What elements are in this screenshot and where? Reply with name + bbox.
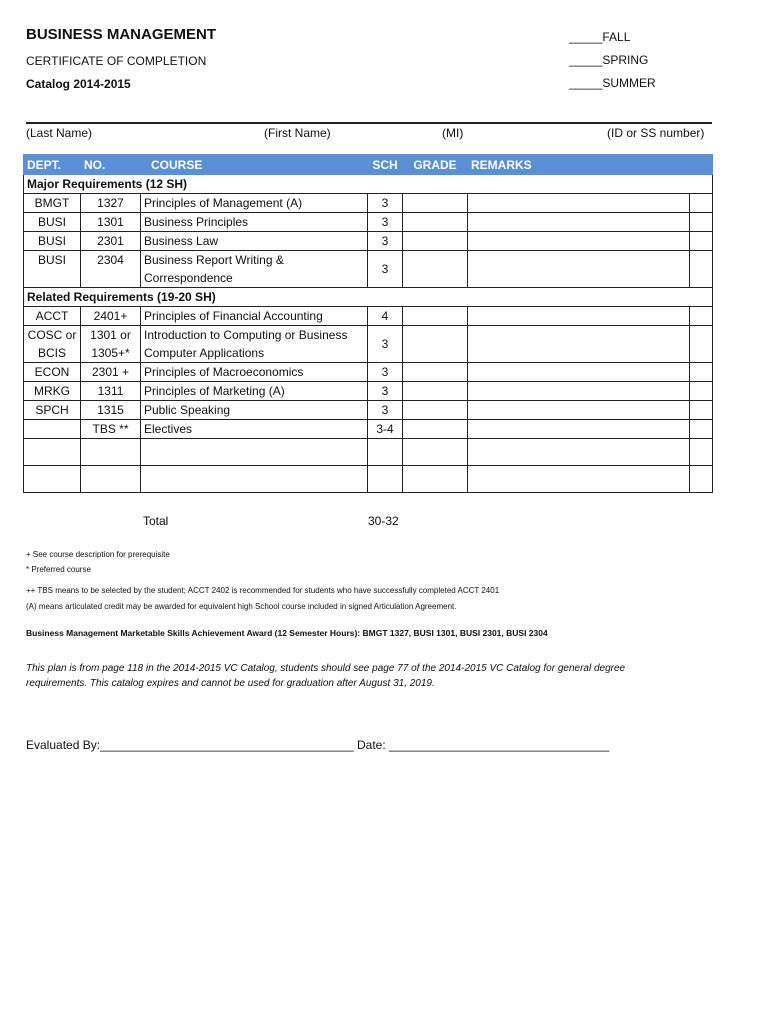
term-fall: _____FALL — [569, 30, 631, 44]
remarks-cell[interactable] — [468, 363, 690, 382]
course-no-cell: 1301 or 1305+* — [81, 326, 141, 363]
course-cell: Public Speaking — [141, 401, 368, 420]
note-tbs: ++ TBS means to be selected by the student; ACCT 2402 is recommended for students who have successfully completed ACCT 2401 — [26, 586, 500, 595]
dept-cell: BUSI — [24, 213, 81, 232]
check-cell[interactable] — [690, 194, 713, 213]
blank-cell[interactable] — [403, 439, 468, 466]
section-heading-major — [24, 175, 713, 194]
remarks-cell[interactable] — [468, 382, 690, 401]
sch-cell: 3-4 — [368, 420, 403, 439]
blank-cell[interactable] — [24, 466, 81, 493]
requirements-table — [23, 154, 713, 493]
blank-cell[interactable] — [368, 466, 403, 493]
course-no-cell: 1315 — [81, 401, 141, 420]
award-text: Business Management Marketable Skills Achievement Award (12 Semester Hours): BMGT 1327, BUSI 1301, BUSI 2301, BUSI 2304 — [26, 628, 548, 638]
course-cell: Principles of Macroeconomics — [141, 363, 368, 382]
grade-cell[interactable] — [403, 232, 468, 251]
dept-cell: BUSI — [24, 232, 81, 251]
check-cell[interactable] — [690, 382, 713, 401]
evaluated-by-field[interactable]: Evaluated By:______________________________________ — [26, 738, 354, 752]
check-cell[interactable] — [690, 307, 713, 326]
blank-cell[interactable] — [690, 439, 713, 466]
sch-cell: 4 — [368, 307, 403, 326]
note-prerequisite: + See course description for prerequisite — [26, 550, 170, 559]
sch-cell: 3 — [368, 326, 403, 363]
check-cell[interactable] — [690, 326, 713, 363]
blank-row — [24, 466, 713, 493]
header-remarks: REMARKS — [468, 155, 713, 175]
table-row — [24, 213, 713, 232]
blank-cell[interactable] — [24, 439, 81, 466]
dept-cell — [24, 420, 81, 439]
blank-cell[interactable] — [403, 466, 468, 493]
blank-cell[interactable] — [690, 466, 713, 493]
document-title: BUSINESS MANAGEMENT — [26, 26, 217, 43]
sch-cell: 3 — [368, 213, 403, 232]
dept-cell: SPCH — [24, 401, 81, 420]
course-cell: Principles of Management (A) — [141, 194, 368, 213]
blank-cell[interactable] — [141, 466, 368, 493]
table-row — [24, 382, 713, 401]
catalog-label: Catalog 2014-2015 — [26, 77, 131, 91]
date-field[interactable]: Date: _________________________________ — [357, 738, 610, 752]
course-no-cell: 1311 — [81, 382, 141, 401]
course-cell: Principles of Marketing (A) — [141, 382, 368, 401]
catalog-plan-text: This plan is from page 118 in the 2014-2015 VC Catalog, students should see page 77 of the 2014-2015 VC Catalog for general degree requirements. This catalog expires and cannot be used for graduation after August 31, 2019. — [26, 663, 626, 689]
total-label: Total — [143, 514, 169, 528]
course-cell: Principles of Financial Accounting — [141, 307, 368, 326]
blank-cell[interactable] — [141, 439, 368, 466]
course-no-cell: 2401+ — [81, 307, 141, 326]
name-line — [26, 122, 712, 124]
table-row — [24, 251, 713, 288]
dept-cell: MRKG — [24, 382, 81, 401]
grade-cell[interactable] — [403, 382, 468, 401]
dept-cell: BMGT — [24, 194, 81, 213]
header-dept: DEPT. — [24, 155, 81, 175]
dept-cell: ACCT — [24, 307, 81, 326]
table-row — [24, 326, 713, 363]
sch-cell: 3 — [368, 232, 403, 251]
blank-cell[interactable] — [468, 439, 690, 466]
remarks-cell[interactable] — [468, 326, 690, 363]
grade-cell[interactable] — [403, 326, 468, 363]
sch-cell: 3 — [368, 382, 403, 401]
id-label: (ID or SS number) — [607, 126, 705, 140]
course-no-cell: TBS ** — [81, 420, 141, 439]
dept-cell: ECON — [24, 363, 81, 382]
course-cell: Electives — [141, 420, 368, 439]
last-name-label: (Last Name) — [26, 126, 93, 140]
blank-cell[interactable] — [468, 466, 690, 493]
sch-cell: 3 — [368, 363, 403, 382]
remarks-cell[interactable] — [468, 194, 690, 213]
dept-cell: COSC or BCIS — [24, 326, 81, 363]
blank-cell[interactable] — [81, 466, 141, 493]
note-preferred: * Preferred course — [26, 565, 91, 574]
grade-cell[interactable] — [403, 307, 468, 326]
grade-cell[interactable] — [403, 251, 468, 288]
term-spring: _____SPRING — [569, 53, 649, 67]
remarks-cell[interactable] — [468, 401, 690, 420]
related-heading: Related Requirements (19-20 SH) — [24, 288, 713, 307]
table-row — [24, 194, 713, 213]
remarks-cell[interactable] — [468, 307, 690, 326]
remarks-cell[interactable] — [468, 420, 690, 439]
remarks-cell[interactable] — [468, 213, 690, 232]
major-heading: Major Requirements (12 SH) — [24, 175, 713, 194]
course-cell: Business Principles — [141, 213, 368, 232]
blank-cell[interactable] — [368, 439, 403, 466]
course-no-cell: 2304 — [81, 251, 141, 288]
course-no-cell: 2301 — [81, 232, 141, 251]
table-header-row — [24, 155, 713, 175]
header-sch: SCH — [368, 155, 403, 175]
sch-cell: 3 — [368, 194, 403, 213]
certificate-subtitle: CERTIFICATE OF COMPLETION — [26, 54, 207, 68]
header-grade: GRADE — [403, 155, 468, 175]
grade-cell[interactable] — [403, 401, 468, 420]
header-course: COURSE — [141, 155, 368, 175]
check-cell[interactable] — [690, 251, 713, 288]
header-no: NO. — [81, 155, 141, 175]
note-articulated: (A) means articulated credit may be awarded for equivalent high School course included in signed Articulation Agreement. — [26, 602, 457, 611]
grade-cell[interactable] — [403, 213, 468, 232]
sch-cell: 3 — [368, 251, 403, 288]
check-cell[interactable] — [690, 363, 713, 382]
term-summer: _____SUMMER — [569, 76, 656, 90]
blank-row — [24, 439, 713, 466]
check-cell[interactable] — [690, 232, 713, 251]
remarks-cell[interactable] — [468, 232, 690, 251]
table-row — [24, 363, 713, 382]
blank-cell[interactable] — [81, 439, 141, 466]
grade-cell[interactable] — [403, 363, 468, 382]
check-cell[interactable] — [690, 420, 713, 439]
course-cell: Business Report Writing & Correspondence — [141, 251, 368, 288]
grade-cell[interactable] — [403, 194, 468, 213]
check-cell[interactable] — [690, 401, 713, 420]
section-heading-related — [24, 288, 713, 307]
table-row — [24, 420, 713, 439]
course-no-cell: 1327 — [81, 194, 141, 213]
grade-cell[interactable] — [403, 420, 468, 439]
table-row — [24, 307, 713, 326]
table-row — [24, 401, 713, 420]
total-value: 30-32 — [368, 514, 399, 528]
first-name-label: (First Name) — [264, 126, 331, 140]
check-cell[interactable] — [690, 213, 713, 232]
sch-cell: 3 — [368, 401, 403, 420]
course-cell: Introduction to Computing or Business Computer Applications — [141, 326, 368, 363]
remarks-cell[interactable] — [468, 251, 690, 288]
dept-cell: BUSI — [24, 251, 81, 288]
table-row — [24, 232, 713, 251]
course-cell: Business Law — [141, 232, 368, 251]
course-no-cell: 2301 + — [81, 363, 141, 382]
mi-label: (MI) — [442, 126, 464, 140]
course-no-cell: 1301 — [81, 213, 141, 232]
